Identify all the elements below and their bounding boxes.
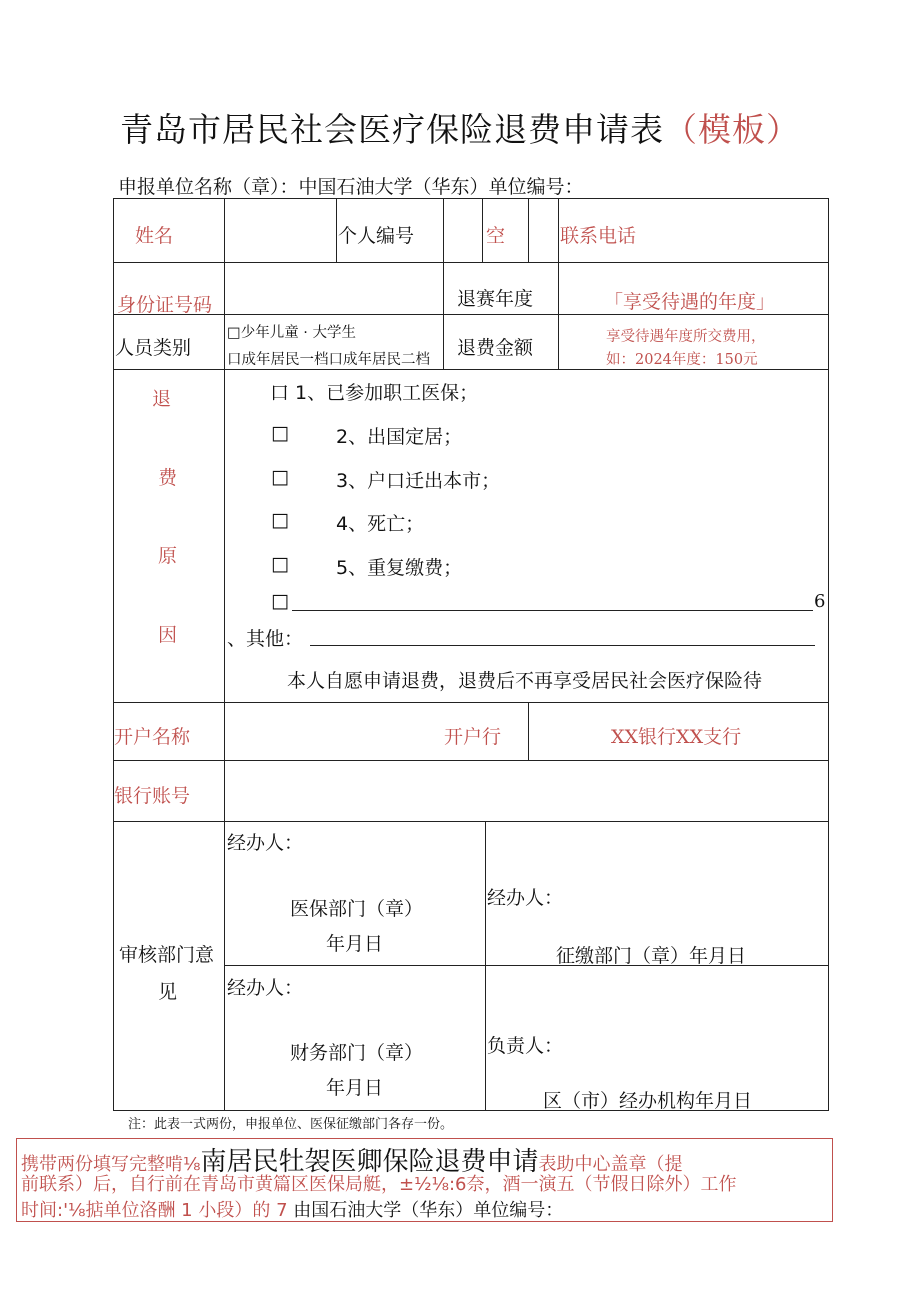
review-label-line-2: 见 — [158, 981, 178, 1003]
finance-handler-label: 经办人： — [227, 977, 304, 999]
person-type-label: 人员类别 — [115, 337, 192, 359]
id-card-label: 身份证号码 — [117, 294, 213, 316]
reason-6-number: 6 — [814, 591, 826, 612]
review-label-line-1: 审核部门意 — [119, 944, 215, 966]
name-label: 姓名 — [135, 225, 174, 247]
reason-option-4: 4、死亡； — [336, 513, 425, 535]
refund-amount-hint-2: 如：2024年度：150元 — [606, 352, 758, 368]
submission-notice-box — [16, 1138, 833, 1222]
reason-option-2: 2、出国定居； — [336, 426, 463, 448]
reason-label-char-1: 退 — [152, 388, 172, 410]
bank-hint[interactable]: XX银行XX支行 — [611, 726, 742, 748]
reason-checkbox-2[interactable]: □ — [271, 422, 289, 444]
reason-checkbox-5[interactable]: □ — [271, 553, 289, 575]
reason-other-blank-line[interactable] — [310, 645, 815, 646]
refund-amount-label: 退费金额 — [457, 337, 534, 359]
reason-6-blank-line[interactable] — [292, 610, 813, 611]
reason-option-5: 5、重复缴费； — [336, 557, 463, 579]
reason-label-char-2: 费 — [158, 467, 178, 489]
medical-dept-date: 年月日 — [326, 933, 384, 955]
reason-option-3: 3、户口迁出本市； — [336, 470, 501, 492]
refund-year-label: 退赛年度 — [457, 288, 534, 310]
notice-line-1: 携带两份填写完整啃⅛南居民牡袈医卿保险退费申请表助中心盖章（提 — [21, 1147, 683, 1177]
medical-handler-label: 经办人： — [227, 832, 304, 854]
page-title: 青岛市居民社会医疗保险退费申请表（模板） — [120, 110, 800, 149]
phone-label: 联系电话 — [560, 225, 637, 247]
account-number-label: 银行账号 — [114, 785, 191, 807]
person-type-option-2[interactable]: 口成年居民一档口成年居民二档 — [227, 352, 430, 368]
refund-amount-hint-1: 享受待遇年度所交费用， — [606, 329, 766, 345]
reason-label-char-4: 因 — [158, 624, 178, 646]
reason-checkbox-3[interactable]: □ — [271, 466, 289, 488]
reason-label-char-3: 原 — [158, 545, 178, 567]
bank-label: 开户行 — [444, 726, 502, 748]
person-type-option-1[interactable]: □少年儿童 · 大学生 — [227, 325, 357, 341]
empty-label: 空 — [486, 225, 506, 247]
notice-line-3: 时间:'⅛掂单位洛酬 1 小段）的 7 由国石油大学（华东）单位编号： — [21, 1200, 564, 1221]
id-card-field[interactable] — [226, 264, 442, 313]
account-number-field[interactable] — [226, 762, 827, 820]
name-field[interactable] — [226, 200, 335, 261]
district-agency-seal: 区（市）经办机构年月日 — [543, 1090, 753, 1112]
collection-handler-label: 经办人： — [487, 887, 564, 909]
account-name-label: 开户名称 — [114, 726, 191, 748]
finance-dept-seal: 财务部门（章） — [290, 1042, 424, 1064]
footnote: 注：此表一式两份，申报单位、医保征缴部门各存一份。 — [128, 1117, 454, 1132]
collection-dept-seal: 征缴部门（章）年月日 — [556, 945, 747, 967]
reason-checkbox-4[interactable]: □ — [271, 509, 289, 531]
personal-id-field[interactable] — [445, 200, 481, 261]
account-name-field[interactable] — [226, 704, 436, 759]
applicant-unit-line: 申报单位名称（章）：中国石油大学（华东）单位编号： — [118, 176, 584, 198]
finance-dept-date: 年月日 — [326, 1077, 384, 1099]
responsible-person-label: 负责人： — [487, 1035, 564, 1057]
phone-field[interactable] — [640, 200, 826, 261]
notice-line-2: 前联系）后，自行前在青岛市黄篇区医保局艇，±½⅛:6奈，酒一演五（节假日除外）工作 — [21, 1174, 737, 1195]
refund-year-hint[interactable]: 「享受待遇的年度」 — [604, 291, 776, 313]
personal-id-label: 个人编号 — [338, 225, 415, 247]
reason-checkbox-6[interactable]: □ — [271, 590, 289, 612]
reason-other-label: 、其他： — [227, 628, 304, 650]
medical-dept-seal: 医保部门（章） — [290, 898, 424, 920]
reason-option-1[interactable]: 口 1、已参加职工医保； — [270, 382, 479, 404]
self-statement: 本人自愿申请退费，退费后不再享受居民社会医疗保险待 — [287, 670, 763, 692]
